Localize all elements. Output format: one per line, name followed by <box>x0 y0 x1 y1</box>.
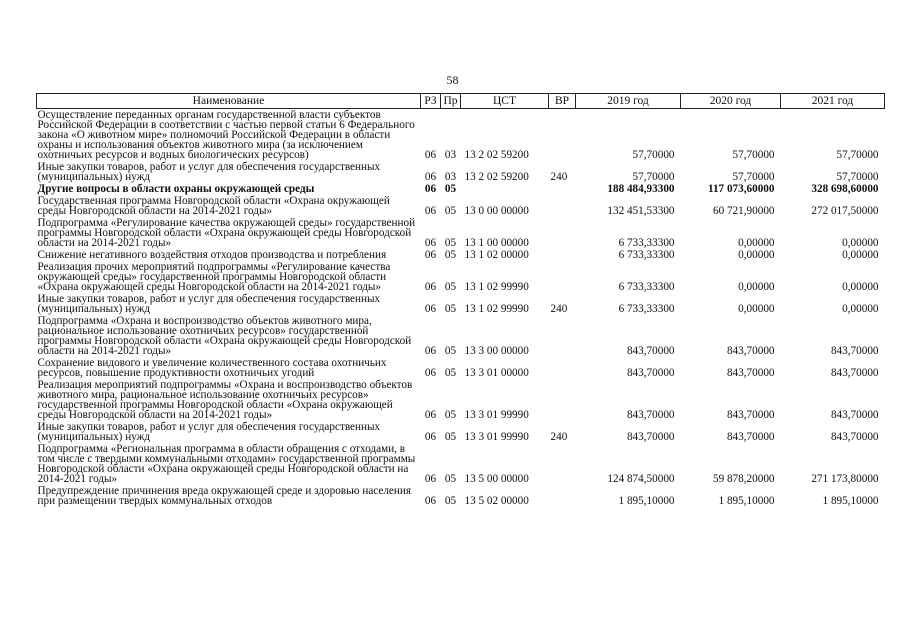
cell-pr: 03 <box>444 171 457 183</box>
table-header <box>37 94 885 109</box>
header-cst: ЦСТ <box>461 94 549 109</box>
cell-vr <box>549 315 576 357</box>
cell-pr: 05 <box>444 183 457 195</box>
cell-cst: 13 0 00 00000 <box>464 205 529 217</box>
cell-vr <box>549 485 576 507</box>
cell-cst: 13 1 00 00000 <box>464 237 529 249</box>
cell-cst: 13 2 02 59200 <box>464 171 529 183</box>
cell-2019: 843,70000 <box>626 431 675 443</box>
cell-vr <box>549 379 576 421</box>
cell-name: Подпрограмма «Охрана и воспроизводство объектов животного мира, рациональное использование охотничьих ресурсов» государственной программы Новгородской области «Охрана окружающей среды Новгородской области на 2014-2021 годы» <box>37 315 412 357</box>
cell-rz: 06 <box>424 473 437 485</box>
cell-2021: 57,70000 <box>836 149 879 161</box>
cell-2021: 843,70000 <box>830 409 879 421</box>
cell-2019: 843,70000 <box>626 409 675 421</box>
cell-2019: 843,70000 <box>626 367 675 379</box>
table-row <box>37 161 885 183</box>
cell-name: Иные закупки товаров, работ и услуг для обеспечения государственных (муниципальных) нужд <box>37 293 381 315</box>
cell-2019: 6 733,33300 <box>618 249 675 261</box>
cell-2020: 1 895,10000 <box>718 495 775 507</box>
cell-vr <box>549 357 576 379</box>
cell-2020: 843,70000 <box>726 345 775 357</box>
cell-vr: 240 <box>550 171 568 183</box>
cell-name: Предупреждение причинения вреда окружающей среде и здоровью населения при размещении твердых коммунальных отходов <box>37 485 412 507</box>
cell-2021: 843,70000 <box>830 367 879 379</box>
cell-name: Реализация мероприятий подпрограммы «Охрана и воспроизводство объектов животного мира, рациональное использование охотничьих ресурсов» государственной программы Новгородской области «Охрана окружающей среды Новгородской области на 2014-2021 годы» <box>37 379 413 421</box>
cell-2020: 59 878,20000 <box>712 473 775 485</box>
cell-rz: 06 <box>424 495 437 507</box>
cell-cst: 13 5 00 00000 <box>464 473 529 485</box>
cell-pr: 05 <box>444 205 457 217</box>
cell-2019: 6 733,33300 <box>618 303 675 315</box>
cell-2021: 843,70000 <box>830 431 879 443</box>
cell-name: Осуществление переданных органам государственной власти субъектов Российской Федерации в соответствии с частью первой статьи 6 Федерального закона «О животном мире» полномочий Российской Федерации в области охраны и использования объектов животного мира (за исключением охотничьих ресурсов и водных биологических ресурсов) <box>37 109 415 161</box>
cell-pr: 05 <box>444 473 457 485</box>
cell-pr: 05 <box>444 367 457 379</box>
table-row <box>37 379 885 421</box>
cell-2021: 271 173,80000 <box>811 473 879 485</box>
cell-cst: 13 3 00 00000 <box>464 345 529 357</box>
table-row <box>37 357 885 379</box>
cell-pr: 05 <box>444 281 457 293</box>
table-row <box>37 261 885 293</box>
cell-vr <box>549 443 576 485</box>
cell-pr: 05 <box>444 345 457 357</box>
cell-2020: 117 073,60000 <box>707 183 775 195</box>
cell-2021: 843,70000 <box>830 345 879 357</box>
cell-2019: 57,70000 <box>632 171 675 183</box>
cell-2019: 843,70000 <box>626 345 675 357</box>
cell-2021: 0,00000 <box>842 303 879 315</box>
cell-2020: 60 721,90000 <box>712 205 775 217</box>
cell-2019: 1 895,10000 <box>618 495 675 507</box>
cell-pr: 05 <box>444 431 457 443</box>
cell-2020: 0,00000 <box>738 303 775 315</box>
header-2019: 2019 год <box>576 94 681 109</box>
cell-rz: 06 <box>424 183 437 195</box>
cell-2020: 0,00000 <box>738 281 775 293</box>
cell-vr: 240 <box>550 431 568 443</box>
cell-rz: 06 <box>424 171 437 183</box>
cell-2019: 6 733,33300 <box>618 281 675 293</box>
cell-name: Подпрограмма «Регулирование качества окружающей среды» государственной программы Новгородской области «Охрана окружающей среды Новгородской области на 2014-2021 годы» <box>37 217 416 249</box>
cell-2021: 0,00000 <box>842 281 879 293</box>
cell-name: Государственная программа Новгородской области «Охрана окружающей среды Новгородской области на 2014-2021 годы» <box>37 195 390 217</box>
table-row <box>37 315 885 357</box>
cell-name: Иные закупки товаров, работ и услуг для обеспечения государственных (муниципальных) нужд <box>37 161 381 183</box>
cell-cst: 13 1 02 99990 <box>464 281 529 293</box>
cell-2021: 57,70000 <box>836 171 879 183</box>
cell-rz: 06 <box>424 303 437 315</box>
table-row <box>37 109 885 162</box>
cell-2021: 0,00000 <box>842 237 879 249</box>
cell-cst: 13 1 02 99990 <box>464 303 529 315</box>
cell-rz: 06 <box>424 431 437 443</box>
header-vr: ВР <box>549 94 576 109</box>
cell-pr: 05 <box>444 495 457 507</box>
cell-2019: 132 451,53300 <box>607 205 675 217</box>
cell-pr: 05 <box>444 303 457 315</box>
cell-2020: 843,70000 <box>726 367 775 379</box>
table-row <box>37 421 885 443</box>
header-name: Наименование <box>37 94 421 109</box>
header-2020: 2020 год <box>681 94 781 109</box>
cell-2021: 0,00000 <box>842 249 879 261</box>
cell-name: Другие вопросы в области охраны окружающей среды <box>37 183 315 195</box>
cell-vr <box>549 195 576 217</box>
cell-pr: 05 <box>444 409 457 421</box>
table-body <box>37 109 885 508</box>
cell-name: Иные закупки товаров, работ и услуг для обеспечения государственных (муниципальных) нужд <box>37 421 381 443</box>
cell-2019: 124 874,50000 <box>607 473 675 485</box>
cell-2020: 843,70000 <box>726 431 775 443</box>
cell-cst: 13 2 02 59200 <box>464 149 529 161</box>
header-2021: 2021 год <box>781 94 885 109</box>
cell-rz: 06 <box>424 249 437 261</box>
page-number: 58 <box>446 73 459 87</box>
cell-rz: 06 <box>424 237 437 249</box>
table-row <box>37 443 885 485</box>
cell-2019: 57,70000 <box>632 149 675 161</box>
cell-name: Реализация прочих мероприятий подпрограммы «Регулирование качества окружающей среды» государственной программы Новгородской области «Охрана окружающей среды Новгородской области на 2014-2021 годы» <box>37 261 391 293</box>
table-row <box>37 249 885 261</box>
cell-cst: 13 1 02 00000 <box>464 249 529 261</box>
cell-rz: 06 <box>424 149 437 161</box>
cell-2019: 188 484,93300 <box>607 183 675 195</box>
cell-rz: 06 <box>424 409 437 421</box>
cell-rz: 06 <box>424 345 437 357</box>
cell-rz: 06 <box>424 367 437 379</box>
cell-pr: 05 <box>444 249 457 261</box>
cell-rz: 06 <box>424 281 437 293</box>
cell-vr <box>549 183 576 195</box>
cell-name: Сохранение видового и увеличение количественного состава охотничьих ресурсов, повышение продуктивности охотничьих угодий <box>37 357 387 379</box>
cell-2019: 6 733,33300 <box>618 237 675 249</box>
cell-cst <box>461 183 549 195</box>
cell-2020: 0,00000 <box>738 249 775 261</box>
cell-rz: 06 <box>424 205 437 217</box>
cell-vr <box>549 249 576 261</box>
budget-table <box>36 93 885 507</box>
cell-2021: 328 698,60000 <box>811 183 879 195</box>
cell-2021: 272 017,50000 <box>811 205 879 217</box>
cell-2020: 57,70000 <box>732 149 775 161</box>
cell-2020: 0,00000 <box>738 237 775 249</box>
cell-2021: 1 895,10000 <box>822 495 879 507</box>
header-rz: РЗ <box>421 94 441 109</box>
cell-name: Снижение негативного воздействия отходов производства и потребления <box>37 249 387 261</box>
table-row <box>37 217 885 249</box>
cell-vr: 240 <box>550 303 568 315</box>
table-row <box>37 183 885 195</box>
cell-2020: 843,70000 <box>726 409 775 421</box>
cell-vr <box>549 109 576 162</box>
cell-cst: 13 3 01 99990 <box>464 409 529 421</box>
cell-name: Подпрограмма «Региональная программа в области обращения с отходами, в том числе с твердыми коммунальными отходами» государственной программы Новгородской области «Охрана окружающей среды Новгородской области на 2014-2021 годы» <box>37 443 416 485</box>
header-pr: Пр <box>441 94 461 109</box>
cell-cst: 13 5 02 00000 <box>464 495 529 507</box>
table-row <box>37 485 885 507</box>
cell-vr <box>549 217 576 249</box>
cell-pr: 03 <box>444 149 457 161</box>
cell-vr <box>549 261 576 293</box>
cell-cst: 13 3 01 99990 <box>464 431 529 443</box>
cell-pr: 05 <box>444 237 457 249</box>
cell-cst: 13 3 01 00000 <box>464 367 529 379</box>
table-row <box>37 195 885 217</box>
table-row <box>37 293 885 315</box>
cell-2020: 57,70000 <box>732 171 775 183</box>
